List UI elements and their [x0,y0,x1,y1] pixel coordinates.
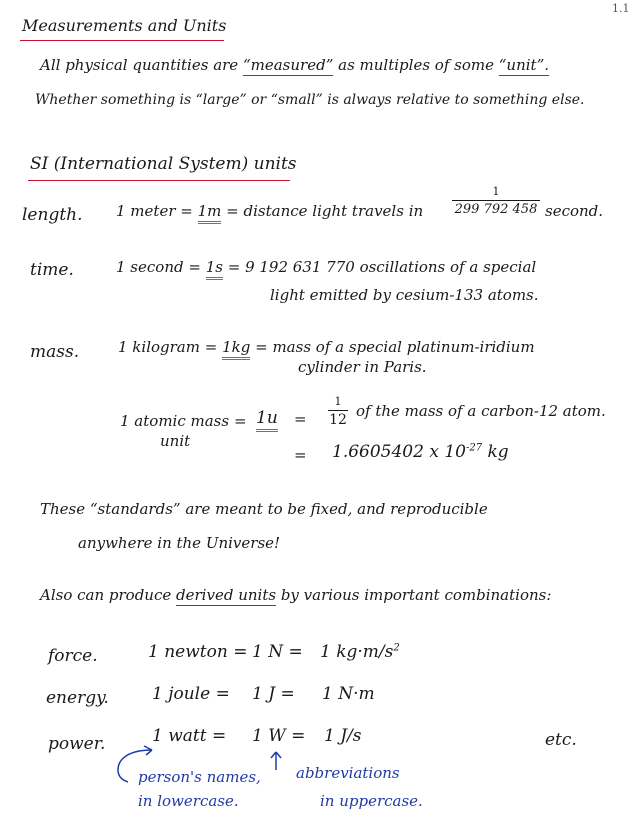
intro-text-b: as multiples of some [338,56,494,74]
standards-line-2: anywhere in the Universe! [78,534,281,552]
derived-text-a: Also can produce [40,586,172,604]
joule-units: 1 N·m [322,684,375,704]
derived-units-term: derived units [176,586,277,604]
amu-symbol: 1u [256,408,278,432]
derived-units-line [40,586,551,604]
joule-symbol: 1 J = [252,684,295,704]
meter-name: 1 meter = [116,202,193,220]
mass-definition [118,338,535,356]
intro-line-1 [40,56,549,74]
second-name: 1 second = [116,258,201,276]
fraction-numerator: 1 [492,185,500,198]
second-word: second. [545,202,604,220]
time-label: time. [30,260,74,280]
amu-fraction [328,396,348,428]
energy-label: energy. [46,688,109,708]
length-label: length. [22,205,83,225]
measured-term: “measured” [242,56,334,74]
amu-value [332,442,509,462]
watt-symbol: 1 W = [252,726,306,746]
length-definition [116,202,423,220]
unit-term: “unit”. [498,56,550,74]
fraction-denominator: 299 792 458 [454,202,538,218]
note-uppercase-1: abbreviations [296,764,400,782]
newton-units-exponent: 2 [393,642,400,654]
time-definition [116,258,536,276]
amu-mantissa: 1.6605402 x 10 [332,442,466,462]
title-underline [20,40,224,41]
etc-text: etc. [545,730,577,750]
amu-unit: kg [487,442,509,462]
kilogram-def: = mass of a special platinum-iridium [255,338,535,356]
si-heading-underline [28,180,290,181]
note-lowercase-2: in lowercase. [138,792,239,810]
power-label: power. [48,734,106,754]
joule-name: 1 joule = [152,684,230,704]
newton-units [320,642,400,662]
amu-equals-2: = [294,410,307,428]
kilogram-symbol: 1kg [222,338,250,360]
amu-equals-1: = [234,412,247,430]
meter-symbol: 1m [198,202,222,224]
newton-symbol: 1 N = [252,642,303,662]
intro-text-a: All physical quantities are [40,56,239,74]
newton-name: 1 newton = [148,642,248,662]
amu-exponent: -27 [465,442,483,454]
amu-symbol-wrap [256,408,278,428]
watt-name: 1 watt = [152,726,227,746]
meter-def: = distance light travels in [226,202,424,220]
amu-name: 1 atomic mass [120,412,230,430]
page-title: Measurements and Units [22,16,227,35]
derived-text-b: by various important combinations: [280,586,552,604]
kilogram-def-line-2: cylinder in Paris. [298,358,427,376]
force-label: force. [48,646,98,666]
watt-units: 1 J/s [324,726,362,746]
intro-line-2: Whether something is “large” or “small” is always relative to something else. [35,92,585,108]
meter-fraction [452,186,540,217]
kilogram-name: 1 kilogram = [118,338,218,356]
second-symbol: 1s [206,258,223,280]
uppercase-arrow-icon [270,748,286,774]
note-lowercase-1: person's names, [138,768,261,786]
page-number: 1.1 [612,2,630,15]
mass-label: mass. [30,342,80,362]
amu-fraction-numerator: 1 [334,395,342,408]
newton-units-base: 1 kg·m/s [320,642,394,662]
amu-equals-3: = [294,446,307,464]
second-def-line-2: light emitted by cesium-133 atoms. [270,286,539,304]
amu-fraction-denominator: 12 [329,412,347,429]
section-heading-si: SI (International System) units [30,154,297,174]
second-def: = 9 192 631 770 oscillations of a special [227,258,537,276]
amu-name-line-2: unit [160,432,191,450]
note-uppercase-2: in uppercase. [320,792,423,810]
standards-line-1: These “standards” are meant to be fixed, and reproducible [40,500,488,518]
amu-def: of the mass of a carbon-12 atom. [356,402,606,420]
